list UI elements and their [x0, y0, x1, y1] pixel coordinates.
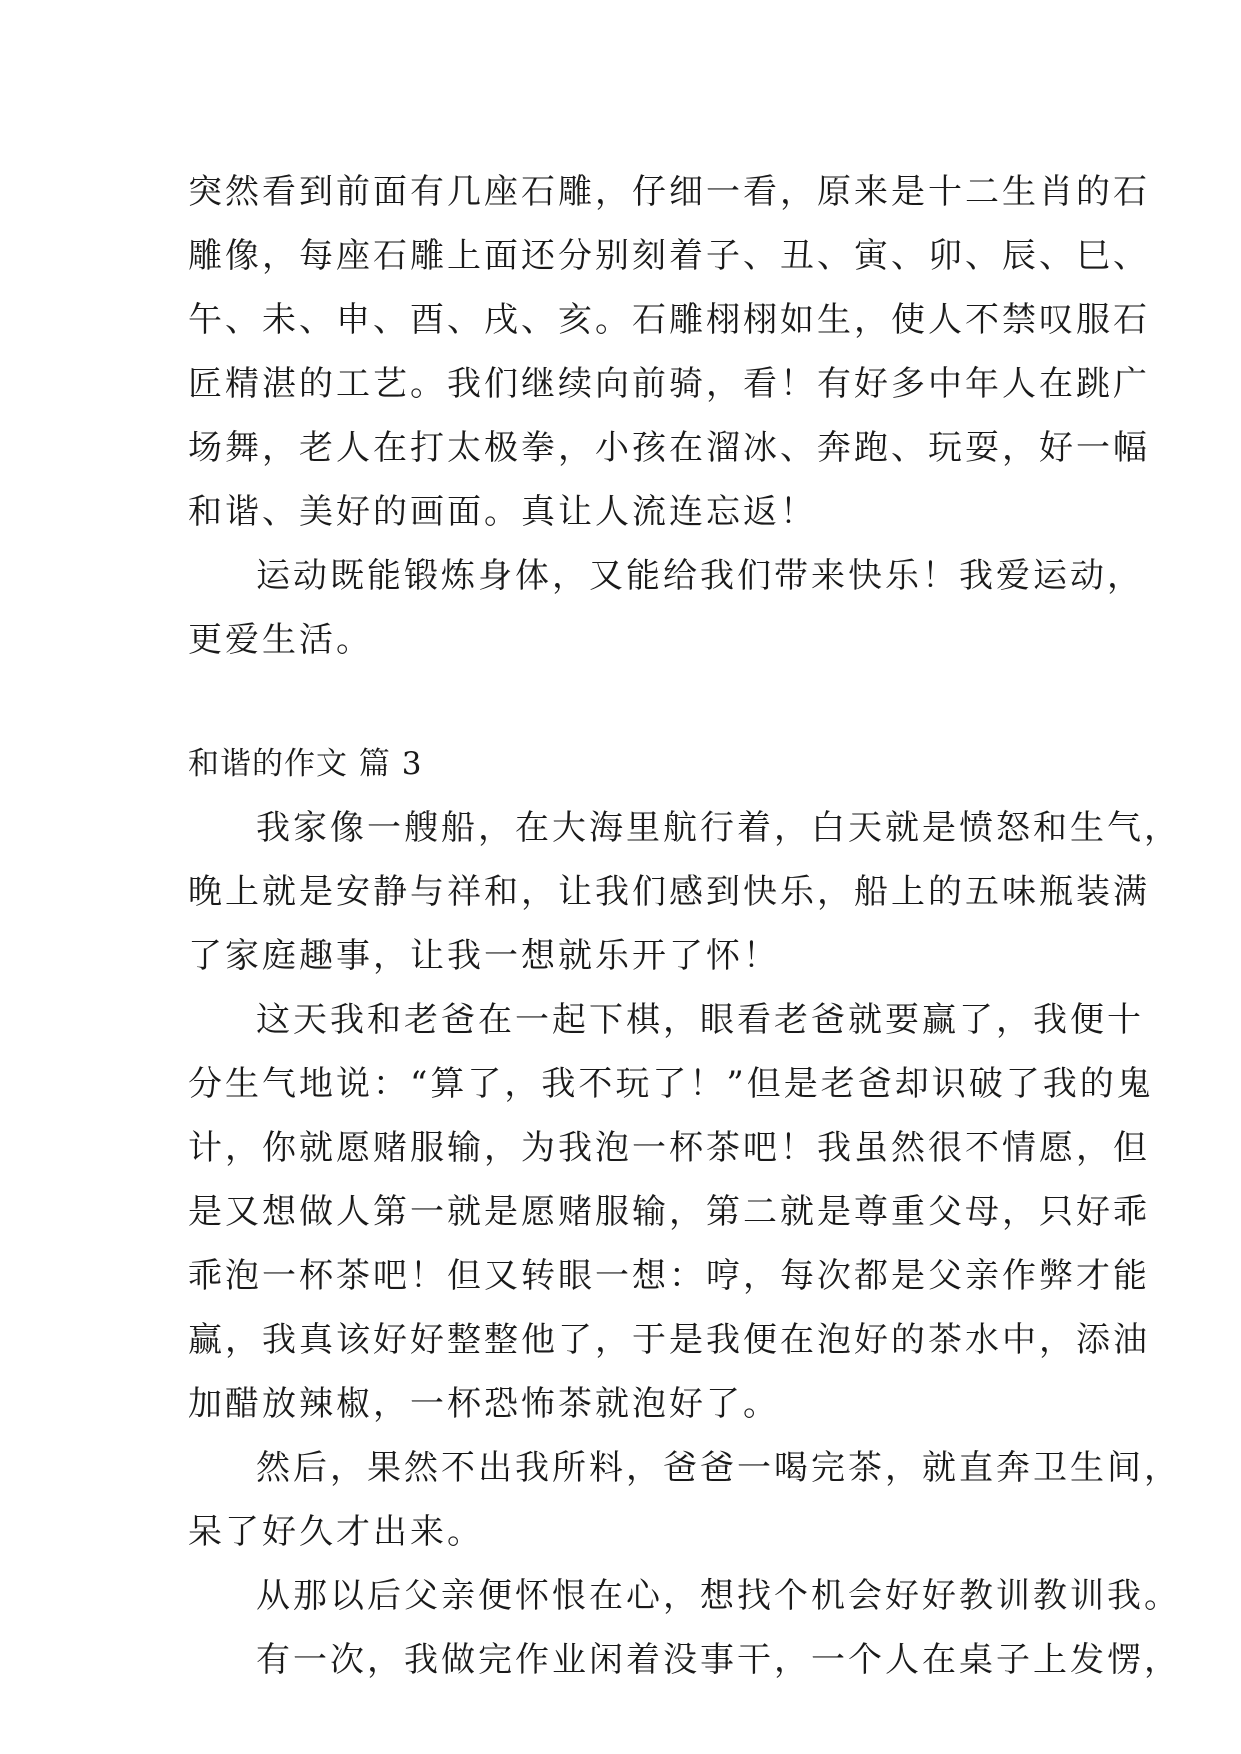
text-line: 是又想做人第一就是愿赌服输，第二就是尊重父母，只好乖 — [188, 1192, 1150, 1232]
text-line: 分生气地说：“算了，我不玩了！”但是老爸却识破了我的鬼 — [188, 1064, 1154, 1104]
paragraph — [188, 1436, 1181, 1564]
text-line: 突然看到前面有几座石雕，仔细一看，原来是十二生肖的石 — [188, 172, 1150, 212]
paragraph — [188, 160, 1150, 544]
text-line: 运动既能锻炼身体，又能给我们带来快乐！我爱运动， — [256, 556, 1144, 596]
paragraph — [188, 1564, 1181, 1628]
text-line: 了家庭趣事，让我一想就乐开了怀！ — [188, 936, 780, 976]
text-line: 和谐、美好的画面。真让人流连忘返！ — [188, 492, 817, 532]
paragraph — [188, 988, 1154, 1436]
text-line: 从那以后父亲便怀恨在心，想找个机会好好教训教训我。 — [256, 1576, 1181, 1616]
paragraph — [188, 544, 1144, 672]
section-heading: 和谐的作文 篇 3 — [188, 746, 423, 782]
document-body — [188, 160, 1181, 1692]
section-spacer — [188, 672, 1068, 732]
text-line: 场舞，老人在打太极拳，小孩在溜冰、奔跑、玩耍，好一幅 — [188, 428, 1150, 468]
text-line: 乖泡一杯茶吧！但又转眼一想：哼，每次都是父亲作弊才能 — [188, 1256, 1150, 1296]
text-line: 加醋放辣椒，一杯恐怖茶就泡好了。 — [188, 1384, 780, 1424]
paragraph — [188, 796, 1181, 988]
text-line: 有一次，我做完作业闲着没事干，一个人在桌子上发愣， — [256, 1640, 1181, 1680]
text-line: 赢，我真该好好整整他了，于是我便在泡好的茶水中，添油 — [188, 1320, 1150, 1360]
text-line: 计，你就愿赌服输，为我泡一杯茶吧！我虽然很不情愿，但 — [188, 1128, 1150, 1168]
text-line: 雕像，每座石雕上面还分别刻着子、丑、寅、卯、辰、巳、 — [188, 236, 1150, 276]
paragraph — [188, 1628, 1181, 1692]
text-line: 这天我和老爸在一起下棋，眼看老爸就要赢了，我便十 — [256, 1000, 1144, 1040]
text-line: 我家像一艘船，在大海里航行着，白天就是愤怒和生气， — [256, 808, 1181, 848]
text-line: 呆了好久才出来。 — [188, 1512, 484, 1552]
text-line: 更爱生活。 — [188, 620, 373, 660]
text-line: 匠精湛的工艺。我们继续向前骑，看！有好多中年人在跳广 — [188, 364, 1150, 404]
text-line: 晚上就是安静与祥和，让我们感到快乐，船上的五味瓶装满 — [188, 872, 1150, 912]
text-line: 午、未、申、酉、戌、亥。石雕栩栩如生，使人不禁叹服石 — [188, 300, 1150, 340]
text-line: 然后，果然不出我所料，爸爸一喝完茶，就直奔卫生间， — [256, 1448, 1181, 1488]
